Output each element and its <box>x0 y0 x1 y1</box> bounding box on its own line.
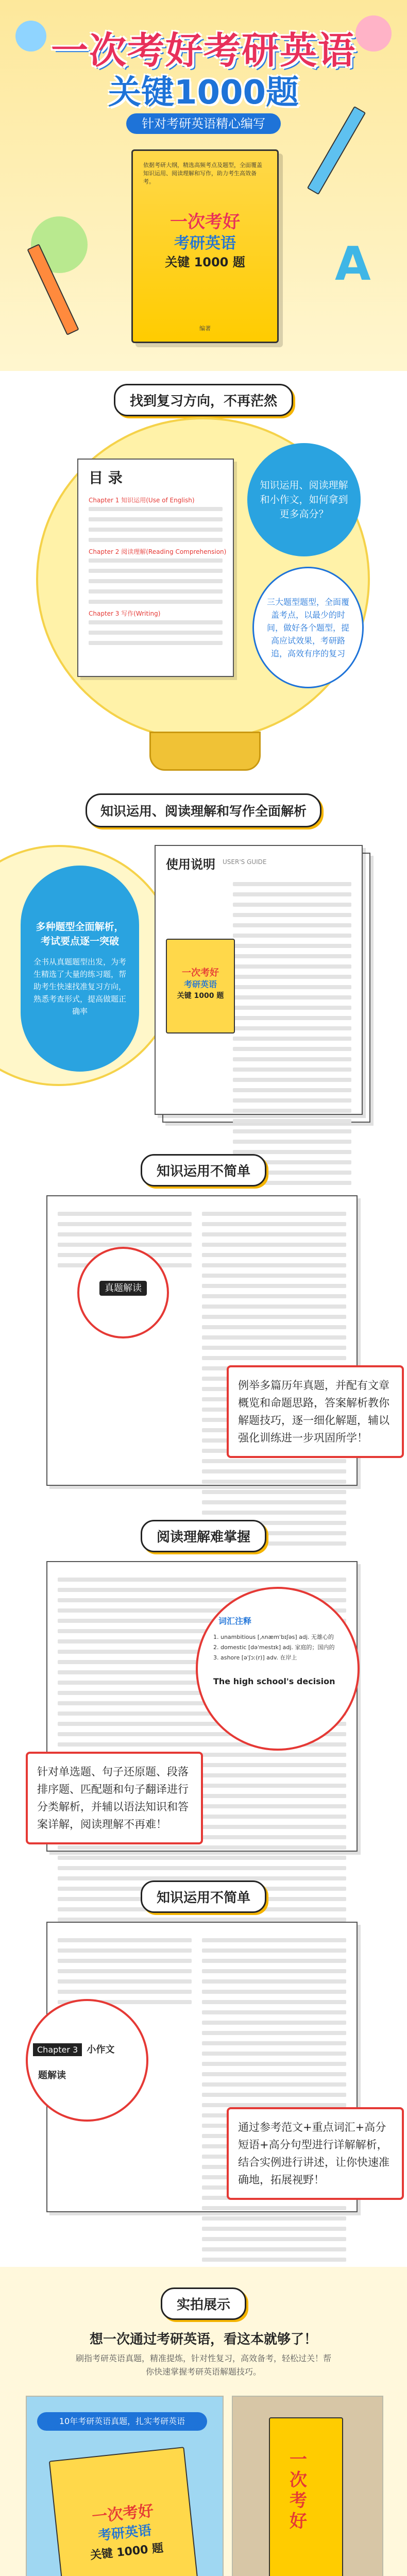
cover-title-2: 考研英语 <box>174 234 236 252</box>
book-photo <box>49 2447 203 2576</box>
hero-subtitle: 关键1000题 <box>108 74 299 112</box>
cover-blurb: 依据考研大纲，精选高频考点及题型，全面覆盖知识运用、阅读理解和写作，助力考生高效备考。 <box>143 162 262 185</box>
section-heading-text: 知识运用不简单 <box>141 1154 266 1187</box>
section-heading-text: 找到复习方向，不再茫然 <box>114 384 293 416</box>
guide-lines <box>233 882 351 1191</box>
bubble-text: 三大题型题型，全面覆盖考点，以最少的时间，做好各个题型，提高应试效果，考研路追，高效有序的复习 <box>266 597 349 658</box>
user-guide-page <box>155 845 363 1115</box>
photo-subheading: 想一次通过考研英语，看这本就够了！ <box>89 2332 317 2347</box>
toc-item: Chapter 3 写作(Writing) <box>89 610 161 617</box>
zoom-quote: The high school's decision <box>213 1676 335 1686</box>
toc-lines <box>89 507 223 548</box>
toc-item: Chapter 2 阅读理解(Reading Comprehension) <box>89 548 227 555</box>
callout-box <box>227 2107 404 2200</box>
book-photo-title-1: 一次考好 <box>91 2502 155 2527</box>
book-cover <box>131 149 279 343</box>
toc-title: 目 录 <box>89 469 123 486</box>
info-bubble-right <box>252 567 364 688</box>
book-spine-photo <box>269 2417 343 2576</box>
vocab-list <box>213 1632 347 1663</box>
zoom-chapter: Chapter 3 <box>33 2043 82 2056</box>
zoom-label: 小作文 <box>87 2044 115 2055</box>
book-photo-title-3: 关键 1000 题 <box>89 2541 164 2563</box>
cover-author: 编著 <box>199 325 211 332</box>
zoom-label: 词汇注释 <box>218 1616 252 1626</box>
photo-caption: 10年考研英语真题，扎实考研英语 <box>37 2412 207 2431</box>
guide-title-en: USER'S GUIDE <box>223 858 267 866</box>
vocab-item: 2. domestic [dəˈmestɪk] adj. 家庭的；国内的 <box>213 1644 335 1651</box>
book-thumb-title-2: 考研英语 <box>183 979 217 989</box>
pencil-icon <box>307 106 366 195</box>
bubble-body: 全书从真题题型出发，为考生精选了大量的练习题，帮助考生快速找准复习方向，熟悉考查形式，提高做题正确率 <box>33 957 126 1016</box>
toc-item: Chapter 1 知识运用(Use of English) <box>89 497 195 504</box>
vocab-item: 1. unambitious [ˌʌnæmˈbɪʃəs] adj. 无雄心的 <box>213 1634 334 1640</box>
guide-title: 使用说明 <box>166 857 215 872</box>
photo-book-spine <box>232 2396 383 2576</box>
vocab-item: 3. ashore [əˈʃɔː(r)] adv. 在岸上 <box>213 1654 297 1661</box>
callout-box <box>26 1752 203 1844</box>
cover-title-1: 一次考好 <box>170 212 240 232</box>
bubble-title: 多种题型全面解析，考试要点逐一突破 <box>36 921 124 947</box>
zoom-sub: 题解读 <box>38 2070 66 2081</box>
section-heading-text: 阅读理解难掌握 <box>141 1520 266 1552</box>
zoom-label: 真题解读 <box>99 1281 147 1296</box>
info-bubble-left <box>21 866 139 1072</box>
photo-book-front <box>26 2396 224 2576</box>
cover-title-3: 关键 1000 题 <box>165 255 245 269</box>
toc-lines <box>89 558 223 610</box>
callout-text: 针对单选题、句子还原题、段落排序题、匹配题和句子翻译进行分类解析，并辅以语法知识和答案详解，阅读理解不再难！ <box>37 1766 189 1831</box>
hero-title: 一次考好考研英语 <box>50 29 356 72</box>
lightbulb-base <box>149 732 261 771</box>
section-heading-text: 知识运用不简单 <box>141 1880 266 1913</box>
book-thumb-title-1: 一次考好 <box>182 968 219 978</box>
callout-box <box>227 1365 404 1458</box>
photo-subtext: 刷指考研英语真题，精准提炼，针对性复习，高效备考，轻松过关！帮你快速掌握考研英语解题技巧。 <box>75 2353 331 2377</box>
section-heading-reading <box>0 1520 407 1552</box>
section-heading-photos <box>0 2287 407 2320</box>
zoom-magnifier <box>77 1247 169 1338</box>
bubble-text: 知识运用、阅读理解和小作文，如何拿到更多高分？ <box>260 480 348 520</box>
section-heading-fullanalysis <box>0 793 407 827</box>
section-heading-direction <box>0 384 407 416</box>
section-heading-knowledge <box>0 1154 407 1187</box>
callout-text: 例举多篇历年真题，并配有文章概览和命题思路，答案解析教你解题技巧，逐一细化解题，辅以强化训练进一步巩固所学！ <box>238 1379 389 1444</box>
hero-banner <box>0 0 407 371</box>
callout-text: 通过参考范文+重点词汇+高分短语+高分句型进行详解解析，结合实例进行讲述，让你快速准确地，拓展视野！ <box>238 2121 389 2186</box>
zoom-magnifier <box>196 1587 360 1751</box>
section-heading-writing <box>0 1880 407 1913</box>
book-thumb-title-3: 关键 1000 题 <box>177 992 224 1000</box>
section-heading-text: 实拍展示 <box>161 2287 246 2320</box>
section-heading-text: 知识运用、阅读理解和写作全面解析 <box>86 793 321 827</box>
spine-title: 一次考好 <box>290 2449 307 2532</box>
hero-tagline: 针对考研英语精心编写 <box>126 113 281 134</box>
book-thumbnail <box>166 939 235 1033</box>
letter-a-decoration: A <box>335 237 371 291</box>
info-bubble-top <box>247 443 361 556</box>
toc-lines <box>89 620 223 651</box>
zoom-magnifier <box>26 1999 148 2122</box>
book-photo-title-2: 考研英语 <box>97 2522 152 2544</box>
toc-page <box>77 459 234 677</box>
